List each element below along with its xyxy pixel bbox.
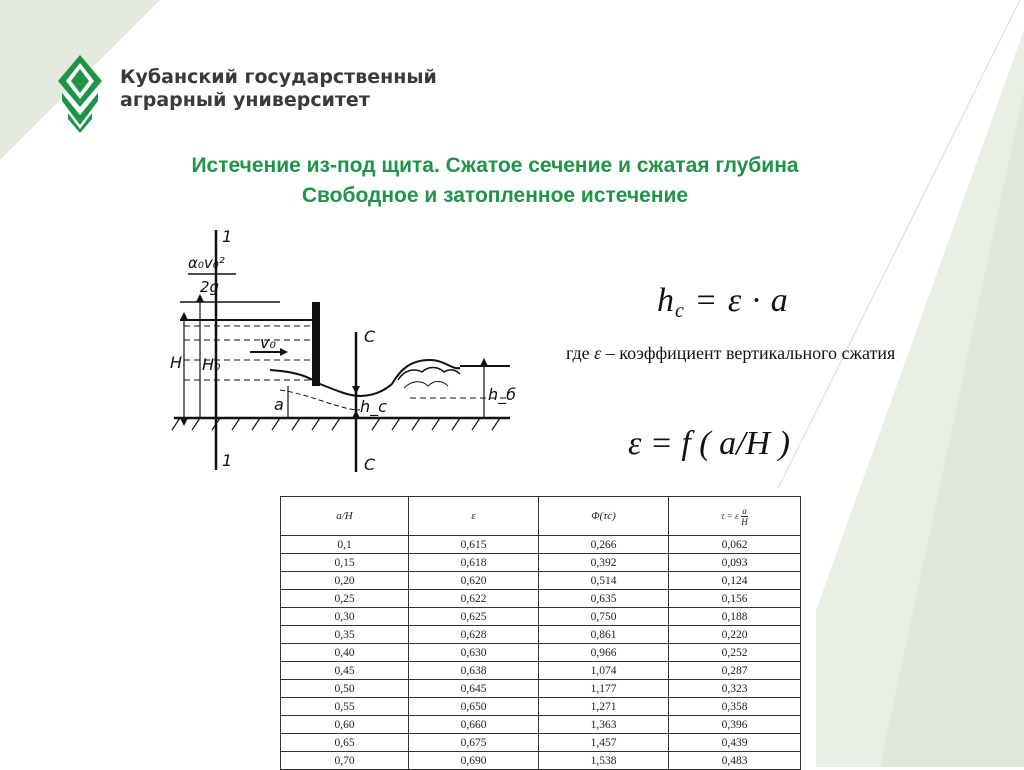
table-cell: 0,252 <box>669 644 801 662</box>
table-cell: 0,750 <box>539 608 669 626</box>
table-cell: 0,35 <box>281 626 409 644</box>
table-row <box>281 608 801 626</box>
table-cell: 1,538 <box>539 752 669 770</box>
table-cell: 0,690 <box>409 752 539 770</box>
table-header-row <box>281 497 801 536</box>
table-cell: 0,093 <box>669 554 801 572</box>
header-tau-num: a <box>742 505 747 516</box>
table-cell: 0,638 <box>409 662 539 680</box>
table-cell: 1,074 <box>539 662 669 680</box>
label-a: a <box>274 395 284 414</box>
university-name <box>120 66 437 112</box>
header-tau-lhs: τ = ε <box>721 510 739 521</box>
table-cell: 0,1 <box>281 536 409 554</box>
section-label-top: 1 <box>222 227 233 246</box>
coefficient-table <box>280 496 801 770</box>
where-prefix: где <box>566 343 595 363</box>
table-row <box>281 572 801 590</box>
header-tau <box>669 497 801 536</box>
table-cell: 0,483 <box>669 752 801 770</box>
label-c-top: C <box>364 327 376 346</box>
table-row <box>281 644 801 662</box>
formula-contracted-depth <box>657 282 789 323</box>
header-a-over-h: a/H <box>281 497 409 536</box>
table-row <box>281 590 801 608</box>
table-cell: 0,630 <box>409 644 539 662</box>
table-cell: 1,457 <box>539 734 669 752</box>
table-row <box>281 734 801 752</box>
table-cell: 0,358 <box>669 698 801 716</box>
header-tau-den: H <box>741 516 748 527</box>
table-row <box>281 680 801 698</box>
table-cell: 0,266 <box>539 536 669 554</box>
table-row <box>281 698 801 716</box>
table-cell: 0,615 <box>409 536 539 554</box>
label-H0: H₀ <box>202 355 221 374</box>
table-cell: 0,45 <box>281 662 409 680</box>
formula1-rhs: = ε · a <box>684 282 789 319</box>
header-phi: Φ(τc) <box>539 497 669 536</box>
table-cell: 0,966 <box>539 644 669 662</box>
table-cell: 1,177 <box>539 680 669 698</box>
table-row <box>281 662 801 680</box>
table-cell: 1,271 <box>539 698 669 716</box>
table-row <box>281 716 801 734</box>
table-cell: 0,650 <box>409 698 539 716</box>
table-row <box>281 554 801 572</box>
table-cell: 0,60 <box>281 716 409 734</box>
velocity-head-numerator: α₀v₀² <box>188 254 225 272</box>
table-cell: 0,40 <box>281 644 409 662</box>
table-cell: 0,635 <box>539 590 669 608</box>
label-hc: h_c <box>360 397 387 416</box>
formula-explanation <box>566 343 895 364</box>
label-c-bottom: C <box>364 455 376 474</box>
section-label-bottom: 1 <box>222 451 233 470</box>
table-cell: 0,287 <box>669 662 801 680</box>
formula1-lhs: h <box>657 282 675 319</box>
table-cell: 0,861 <box>539 626 669 644</box>
table-cell: 0,55 <box>281 698 409 716</box>
table-cell: 0,50 <box>281 680 409 698</box>
table-cell: 0,618 <box>409 554 539 572</box>
label-H: H <box>170 353 183 372</box>
table-cell: 0,30 <box>281 608 409 626</box>
table-cell: 0,628 <box>409 626 539 644</box>
formula-epsilon-function: ε = f ( a/H ) <box>628 425 790 462</box>
table-cell: 0,625 <box>409 608 539 626</box>
table-cell: 0,124 <box>669 572 801 590</box>
table-row <box>281 536 801 554</box>
formula1-sub: c <box>675 300 685 322</box>
table-cell: 0,156 <box>669 590 801 608</box>
sluice-gate-diagram <box>160 220 520 480</box>
table-cell: 0,392 <box>539 554 669 572</box>
table-cell: 1,363 <box>539 716 669 734</box>
table-cell: 0,620 <box>409 572 539 590</box>
university-name-line2: аграрный университет <box>120 89 370 111</box>
table-cell: 0,188 <box>669 608 801 626</box>
table-cell: 0,675 <box>409 734 539 752</box>
label-hb: h_б <box>488 385 517 404</box>
table-cell: 0,25 <box>281 590 409 608</box>
table-cell: 0,514 <box>539 572 669 590</box>
table-cell: 0,70 <box>281 752 409 770</box>
university-logo-icon <box>58 55 102 133</box>
slide-title-line2: Свободное и затопленное истечение <box>301 184 689 207</box>
velocity-head-denominator: 2g <box>200 278 220 296</box>
coefficient-table-container <box>262 488 816 767</box>
table-cell: 0,20 <box>281 572 409 590</box>
table-cell: 0,660 <box>409 716 539 734</box>
header-tau-fraction <box>741 506 748 527</box>
table-cell: 0,323 <box>669 680 801 698</box>
label-v0: v₀ <box>260 333 276 352</box>
table-cell: 0,622 <box>409 590 539 608</box>
table-cell: 0,396 <box>669 716 801 734</box>
table-cell: 0,15 <box>281 554 409 572</box>
table-cell: 0,645 <box>409 680 539 698</box>
where-text: – коэффициент вертикального сжатия <box>601 343 896 363</box>
table-row <box>281 626 801 644</box>
university-name-line1: Кубанский государственный <box>120 66 437 88</box>
table-cell: 0,062 <box>669 536 801 554</box>
where-symbol: ε <box>594 343 602 363</box>
table-cell: 0,65 <box>281 734 409 752</box>
table-cell: 0,439 <box>669 734 801 752</box>
table-cell: 0,220 <box>669 626 801 644</box>
header-epsilon: ε <box>409 497 539 536</box>
slide-title-line1: Истечение из-под щита. Сжатое сечение и сжатая глубина <box>191 154 799 177</box>
